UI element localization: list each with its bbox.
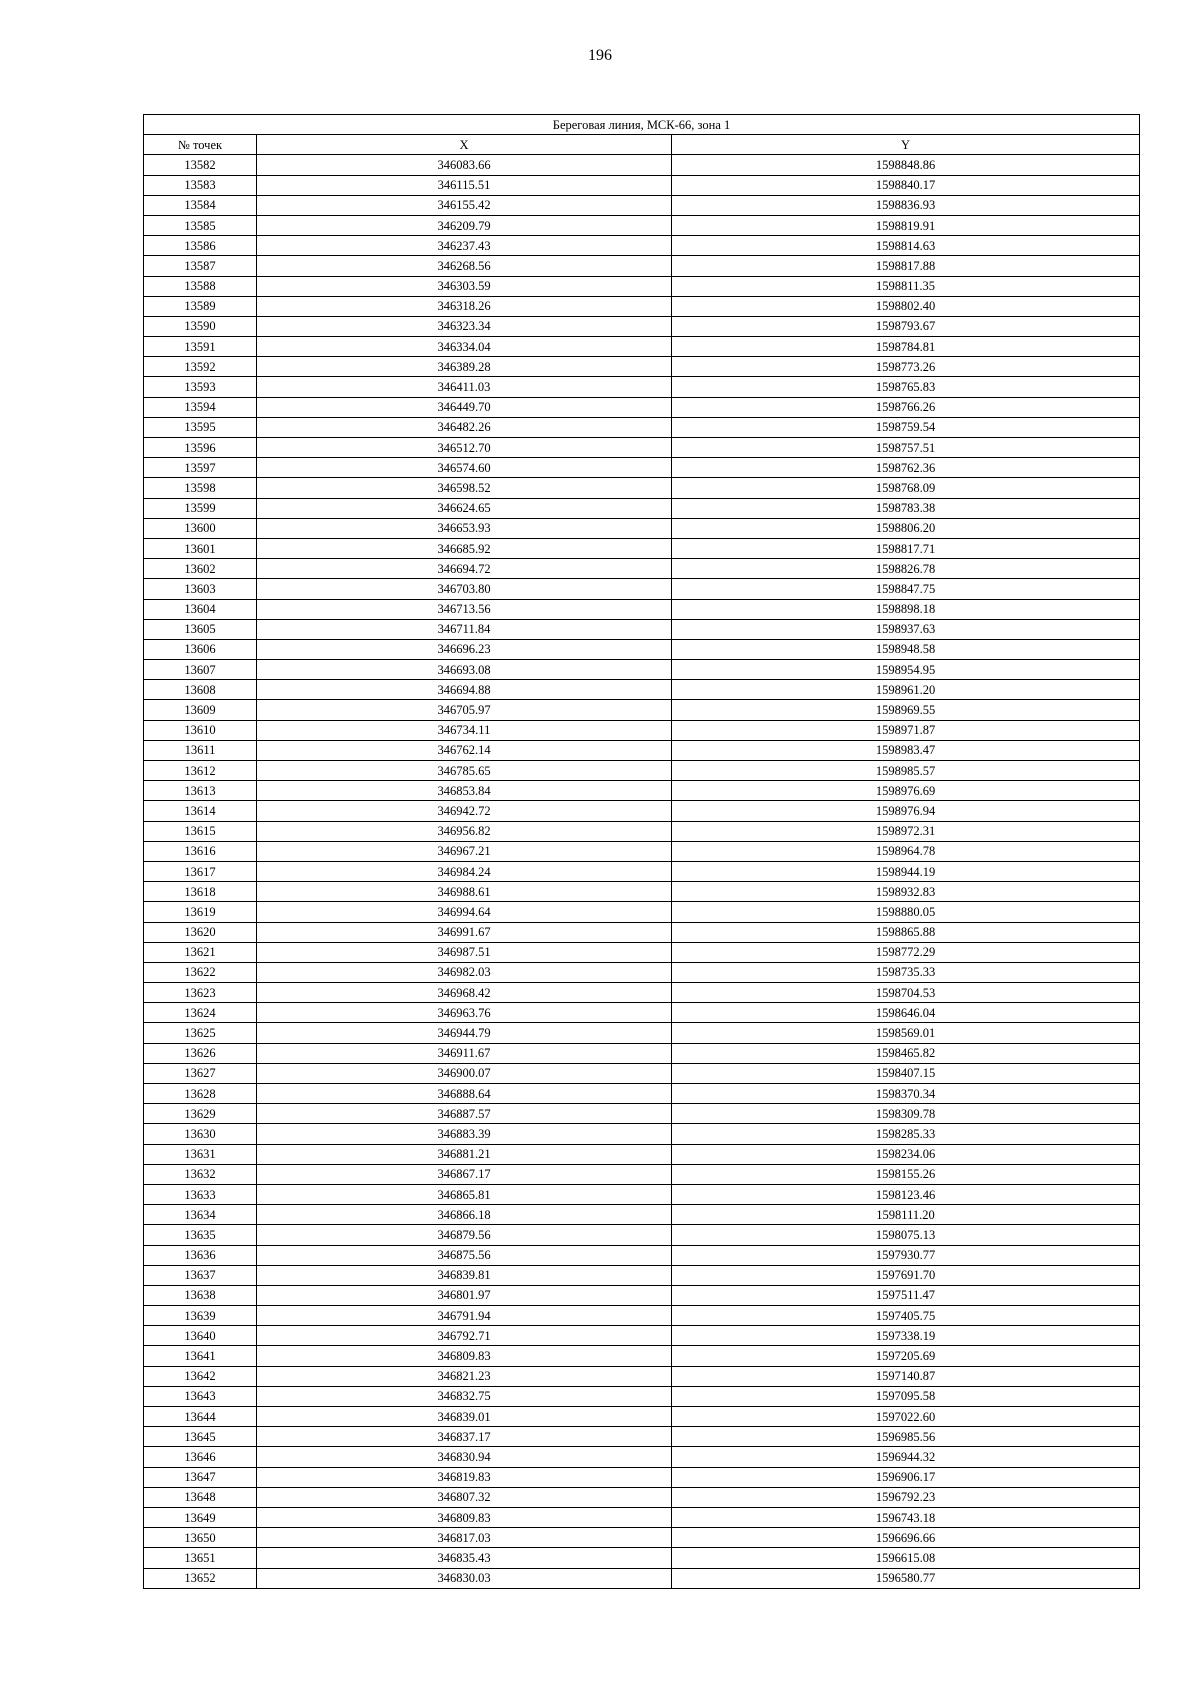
y-coordinate-cell: 1598646.04 bbox=[672, 1003, 1140, 1023]
y-coordinate-cell: 1598898.18 bbox=[672, 599, 1140, 619]
table-row bbox=[144, 841, 1140, 861]
table-row bbox=[144, 720, 1140, 740]
x-coordinate-cell: 346956.82 bbox=[257, 821, 672, 841]
point-number-cell: 13618 bbox=[144, 882, 257, 902]
table-row bbox=[144, 1225, 1140, 1245]
point-number-cell: 13593 bbox=[144, 377, 257, 397]
x-coordinate-cell: 346694.72 bbox=[257, 559, 672, 579]
y-coordinate-cell: 1598848.86 bbox=[672, 155, 1140, 175]
table-row bbox=[144, 236, 1140, 256]
table-row bbox=[144, 1205, 1140, 1225]
y-coordinate-cell: 1598817.71 bbox=[672, 538, 1140, 558]
point-number-cell: 13623 bbox=[144, 983, 257, 1003]
y-coordinate-cell: 1598762.36 bbox=[672, 458, 1140, 478]
table-row bbox=[144, 1467, 1140, 1487]
y-coordinate-cell: 1598840.17 bbox=[672, 175, 1140, 195]
point-number-cell: 13586 bbox=[144, 236, 257, 256]
y-coordinate-cell: 1597095.58 bbox=[672, 1386, 1140, 1406]
y-coordinate-cell: 1598971.87 bbox=[672, 720, 1140, 740]
y-coordinate-cell: 1598880.05 bbox=[672, 902, 1140, 922]
table-row bbox=[144, 942, 1140, 962]
x-coordinate-cell: 346817.03 bbox=[257, 1528, 672, 1548]
x-coordinate-cell: 346835.43 bbox=[257, 1548, 672, 1568]
x-coordinate-cell: 346809.83 bbox=[257, 1507, 672, 1527]
x-coordinate-cell: 346512.70 bbox=[257, 438, 672, 458]
y-coordinate-cell: 1598123.46 bbox=[672, 1184, 1140, 1204]
y-coordinate-cell: 1598836.93 bbox=[672, 195, 1140, 215]
table-row bbox=[144, 1407, 1140, 1427]
table-row bbox=[144, 1427, 1140, 1447]
x-coordinate-cell: 346984.24 bbox=[257, 861, 672, 881]
x-coordinate-cell: 346867.17 bbox=[257, 1164, 672, 1184]
point-number-cell: 13633 bbox=[144, 1184, 257, 1204]
y-coordinate-cell: 1598826.78 bbox=[672, 559, 1140, 579]
table-row bbox=[144, 417, 1140, 437]
y-coordinate-cell: 1596944.32 bbox=[672, 1447, 1140, 1467]
point-number-cell: 13599 bbox=[144, 498, 257, 518]
y-coordinate-cell: 1598704.53 bbox=[672, 983, 1140, 1003]
point-number-cell: 13590 bbox=[144, 316, 257, 336]
table-row bbox=[144, 1144, 1140, 1164]
x-coordinate-cell: 346801.97 bbox=[257, 1285, 672, 1305]
y-coordinate-cell: 1598234.06 bbox=[672, 1144, 1140, 1164]
table-row bbox=[144, 1023, 1140, 1043]
table-row bbox=[144, 1326, 1140, 1346]
y-coordinate-cell: 1598735.33 bbox=[672, 962, 1140, 982]
point-number-cell: 13608 bbox=[144, 680, 257, 700]
y-coordinate-cell: 1598075.13 bbox=[672, 1225, 1140, 1245]
point-number-cell: 13605 bbox=[144, 619, 257, 639]
x-coordinate-cell: 346703.80 bbox=[257, 579, 672, 599]
table-row bbox=[144, 740, 1140, 760]
x-coordinate-cell: 346819.83 bbox=[257, 1467, 672, 1487]
table-row bbox=[144, 599, 1140, 619]
x-coordinate-cell: 346807.32 bbox=[257, 1487, 672, 1507]
x-coordinate-cell: 346968.42 bbox=[257, 983, 672, 1003]
table-row bbox=[144, 498, 1140, 518]
x-coordinate-cell: 346598.52 bbox=[257, 478, 672, 498]
point-number-cell: 13609 bbox=[144, 700, 257, 720]
header-x: X bbox=[257, 135, 672, 155]
x-coordinate-cell: 346982.03 bbox=[257, 962, 672, 982]
table-row bbox=[144, 1447, 1140, 1467]
point-number-cell: 13641 bbox=[144, 1346, 257, 1366]
table-row bbox=[144, 155, 1140, 175]
point-number-cell: 13644 bbox=[144, 1407, 257, 1427]
y-coordinate-cell: 1598802.40 bbox=[672, 296, 1140, 316]
point-number-cell: 13651 bbox=[144, 1548, 257, 1568]
x-coordinate-cell: 346900.07 bbox=[257, 1063, 672, 1083]
x-coordinate-cell: 346705.97 bbox=[257, 700, 672, 720]
point-number-cell: 13648 bbox=[144, 1487, 257, 1507]
y-coordinate-cell: 1597205.69 bbox=[672, 1346, 1140, 1366]
point-number-cell: 13613 bbox=[144, 781, 257, 801]
table-title-row bbox=[144, 115, 1140, 135]
point-number-cell: 13607 bbox=[144, 660, 257, 680]
x-coordinate-cell: 346944.79 bbox=[257, 1023, 672, 1043]
table-row bbox=[144, 1104, 1140, 1124]
point-number-cell: 13598 bbox=[144, 478, 257, 498]
table-body bbox=[144, 155, 1140, 1588]
point-number-cell: 13624 bbox=[144, 1003, 257, 1023]
y-coordinate-cell: 1598772.29 bbox=[672, 942, 1140, 962]
x-coordinate-cell: 346837.17 bbox=[257, 1427, 672, 1447]
x-coordinate-cell: 346411.03 bbox=[257, 377, 672, 397]
x-coordinate-cell: 346303.59 bbox=[257, 276, 672, 296]
point-number-cell: 13628 bbox=[144, 1084, 257, 1104]
table-row bbox=[144, 660, 1140, 680]
table-row bbox=[144, 357, 1140, 377]
x-coordinate-cell: 346268.56 bbox=[257, 256, 672, 276]
point-number-cell: 13597 bbox=[144, 458, 257, 478]
point-number-cell: 13582 bbox=[144, 155, 257, 175]
x-coordinate-cell: 346942.72 bbox=[257, 801, 672, 821]
y-coordinate-cell: 1597691.70 bbox=[672, 1265, 1140, 1285]
table-row bbox=[144, 639, 1140, 659]
x-coordinate-cell: 346693.08 bbox=[257, 660, 672, 680]
point-number-cell: 13595 bbox=[144, 417, 257, 437]
y-coordinate-cell: 1598972.31 bbox=[672, 821, 1140, 841]
table-row bbox=[144, 1003, 1140, 1023]
y-coordinate-cell: 1597930.77 bbox=[672, 1245, 1140, 1265]
x-coordinate-cell: 346888.64 bbox=[257, 1084, 672, 1104]
y-coordinate-cell: 1598932.83 bbox=[672, 882, 1140, 902]
table-row bbox=[144, 1285, 1140, 1305]
x-coordinate-cell: 346821.23 bbox=[257, 1366, 672, 1386]
y-coordinate-cell: 1598819.91 bbox=[672, 215, 1140, 235]
point-number-cell: 13587 bbox=[144, 256, 257, 276]
x-coordinate-cell: 346866.18 bbox=[257, 1205, 672, 1225]
page-number: 196 bbox=[588, 47, 612, 64]
point-number-cell: 13630 bbox=[144, 1124, 257, 1144]
header-point-number: № точек bbox=[144, 135, 257, 155]
y-coordinate-cell: 1598976.69 bbox=[672, 781, 1140, 801]
x-coordinate-cell: 346694.88 bbox=[257, 680, 672, 700]
y-coordinate-cell: 1597511.47 bbox=[672, 1285, 1140, 1305]
table-row bbox=[144, 518, 1140, 538]
y-coordinate-cell: 1598954.95 bbox=[672, 660, 1140, 680]
x-coordinate-cell: 346449.70 bbox=[257, 397, 672, 417]
y-coordinate-cell: 1598766.26 bbox=[672, 397, 1140, 417]
table-row bbox=[144, 619, 1140, 639]
table-row bbox=[144, 538, 1140, 558]
x-coordinate-cell: 346791.94 bbox=[257, 1306, 672, 1326]
table-row bbox=[144, 1265, 1140, 1285]
table-row bbox=[144, 215, 1140, 235]
x-coordinate-cell: 346318.26 bbox=[257, 296, 672, 316]
y-coordinate-cell: 1596615.08 bbox=[672, 1548, 1140, 1568]
point-number-cell: 13589 bbox=[144, 296, 257, 316]
point-number-cell: 13649 bbox=[144, 1507, 257, 1527]
point-number-cell: 13601 bbox=[144, 538, 257, 558]
x-coordinate-cell: 346809.83 bbox=[257, 1346, 672, 1366]
y-coordinate-cell: 1598765.83 bbox=[672, 377, 1140, 397]
point-number-cell: 13627 bbox=[144, 1063, 257, 1083]
y-coordinate-cell: 1598811.35 bbox=[672, 276, 1140, 296]
y-coordinate-cell: 1598784.81 bbox=[672, 337, 1140, 357]
x-coordinate-cell: 346334.04 bbox=[257, 337, 672, 357]
y-coordinate-cell: 1598814.63 bbox=[672, 236, 1140, 256]
y-coordinate-cell: 1598773.26 bbox=[672, 357, 1140, 377]
table-row bbox=[144, 1043, 1140, 1063]
y-coordinate-cell: 1598285.33 bbox=[672, 1124, 1140, 1144]
point-number-cell: 13602 bbox=[144, 559, 257, 579]
y-coordinate-cell: 1597140.87 bbox=[672, 1366, 1140, 1386]
point-number-cell: 13646 bbox=[144, 1447, 257, 1467]
x-coordinate-cell: 346624.65 bbox=[257, 498, 672, 518]
y-coordinate-cell: 1596580.77 bbox=[672, 1568, 1140, 1588]
table-row bbox=[144, 175, 1140, 195]
x-coordinate-cell: 346881.21 bbox=[257, 1144, 672, 1164]
table-header-row bbox=[144, 135, 1140, 155]
y-coordinate-cell: 1598948.58 bbox=[672, 639, 1140, 659]
y-coordinate-cell: 1598817.88 bbox=[672, 256, 1140, 276]
table-row bbox=[144, 1164, 1140, 1184]
point-number-cell: 13634 bbox=[144, 1205, 257, 1225]
point-number-cell: 13617 bbox=[144, 861, 257, 881]
point-number-cell: 13585 bbox=[144, 215, 257, 235]
y-coordinate-cell: 1598783.38 bbox=[672, 498, 1140, 518]
y-coordinate-cell: 1598465.82 bbox=[672, 1043, 1140, 1063]
table-row bbox=[144, 983, 1140, 1003]
point-number-cell: 13629 bbox=[144, 1104, 257, 1124]
y-coordinate-cell: 1596792.23 bbox=[672, 1487, 1140, 1507]
point-number-cell: 13592 bbox=[144, 357, 257, 377]
point-number-cell: 13616 bbox=[144, 841, 257, 861]
table-row bbox=[144, 1084, 1140, 1104]
point-number-cell: 13642 bbox=[144, 1366, 257, 1386]
x-coordinate-cell: 346574.60 bbox=[257, 458, 672, 478]
x-coordinate-cell: 346209.79 bbox=[257, 215, 672, 235]
x-coordinate-cell: 346734.11 bbox=[257, 720, 672, 740]
y-coordinate-cell: 1596696.66 bbox=[672, 1528, 1140, 1548]
point-number-cell: 13583 bbox=[144, 175, 257, 195]
point-number-cell: 13600 bbox=[144, 518, 257, 538]
y-coordinate-cell: 1598759.54 bbox=[672, 417, 1140, 437]
point-number-cell: 13639 bbox=[144, 1306, 257, 1326]
x-coordinate-cell: 346389.28 bbox=[257, 357, 672, 377]
x-coordinate-cell: 346792.71 bbox=[257, 1326, 672, 1346]
x-coordinate-cell: 346653.93 bbox=[257, 518, 672, 538]
coordinates-table bbox=[143, 114, 1140, 1589]
point-number-cell: 13635 bbox=[144, 1225, 257, 1245]
y-coordinate-cell: 1597022.60 bbox=[672, 1407, 1140, 1427]
x-coordinate-cell: 346155.42 bbox=[257, 195, 672, 215]
table-row bbox=[144, 922, 1140, 942]
point-number-cell: 13652 bbox=[144, 1568, 257, 1588]
point-number-cell: 13638 bbox=[144, 1285, 257, 1305]
table-row bbox=[144, 397, 1140, 417]
y-coordinate-cell: 1598937.63 bbox=[672, 619, 1140, 639]
y-coordinate-cell: 1596906.17 bbox=[672, 1467, 1140, 1487]
y-coordinate-cell: 1598370.34 bbox=[672, 1084, 1140, 1104]
y-coordinate-cell: 1598983.47 bbox=[672, 740, 1140, 760]
x-coordinate-cell: 346482.26 bbox=[257, 417, 672, 437]
x-coordinate-cell: 346887.57 bbox=[257, 1104, 672, 1124]
x-coordinate-cell: 346830.94 bbox=[257, 1447, 672, 1467]
table-row bbox=[144, 801, 1140, 821]
x-coordinate-cell: 346685.92 bbox=[257, 538, 672, 558]
point-number-cell: 13611 bbox=[144, 740, 257, 760]
table-row bbox=[144, 761, 1140, 781]
point-number-cell: 13621 bbox=[144, 942, 257, 962]
table-row bbox=[144, 1306, 1140, 1326]
x-coordinate-cell: 346830.03 bbox=[257, 1568, 672, 1588]
table-row bbox=[144, 882, 1140, 902]
y-coordinate-cell: 1598961.20 bbox=[672, 680, 1140, 700]
y-coordinate-cell: 1598865.88 bbox=[672, 922, 1140, 942]
y-coordinate-cell: 1597338.19 bbox=[672, 1326, 1140, 1346]
x-coordinate-cell: 346988.61 bbox=[257, 882, 672, 902]
table-row bbox=[144, 1528, 1140, 1548]
x-coordinate-cell: 346785.65 bbox=[257, 761, 672, 781]
x-coordinate-cell: 346696.23 bbox=[257, 639, 672, 659]
point-number-cell: 13619 bbox=[144, 902, 257, 922]
x-coordinate-cell: 346083.66 bbox=[257, 155, 672, 175]
table-row bbox=[144, 962, 1140, 982]
header-y: Y bbox=[672, 135, 1140, 155]
table-row bbox=[144, 700, 1140, 720]
x-coordinate-cell: 346967.21 bbox=[257, 841, 672, 861]
table-row bbox=[144, 1507, 1140, 1527]
table-row bbox=[144, 256, 1140, 276]
y-coordinate-cell: 1598985.57 bbox=[672, 761, 1140, 781]
x-coordinate-cell: 346853.84 bbox=[257, 781, 672, 801]
table-row bbox=[144, 821, 1140, 841]
point-number-cell: 13614 bbox=[144, 801, 257, 821]
y-coordinate-cell: 1596743.18 bbox=[672, 1507, 1140, 1527]
table-row bbox=[144, 861, 1140, 881]
point-number-cell: 13640 bbox=[144, 1326, 257, 1346]
y-coordinate-cell: 1598569.01 bbox=[672, 1023, 1140, 1043]
point-number-cell: 13622 bbox=[144, 962, 257, 982]
y-coordinate-cell: 1598976.94 bbox=[672, 801, 1140, 821]
table-row bbox=[144, 1568, 1140, 1588]
y-coordinate-cell: 1598847.75 bbox=[672, 579, 1140, 599]
x-coordinate-cell: 346711.84 bbox=[257, 619, 672, 639]
x-coordinate-cell: 346911.67 bbox=[257, 1043, 672, 1063]
x-coordinate-cell: 346323.34 bbox=[257, 316, 672, 336]
table-title: Береговая линия, МСК-66, зона 1 bbox=[144, 115, 1140, 135]
table-row bbox=[144, 1184, 1140, 1204]
table-row bbox=[144, 377, 1140, 397]
y-coordinate-cell: 1598407.15 bbox=[672, 1063, 1140, 1083]
y-coordinate-cell: 1598806.20 bbox=[672, 518, 1140, 538]
table-row bbox=[144, 902, 1140, 922]
point-number-cell: 13650 bbox=[144, 1528, 257, 1548]
point-number-cell: 13606 bbox=[144, 639, 257, 659]
table-row bbox=[144, 438, 1140, 458]
table-row bbox=[144, 579, 1140, 599]
x-coordinate-cell: 346875.56 bbox=[257, 1245, 672, 1265]
point-number-cell: 13584 bbox=[144, 195, 257, 215]
table-row bbox=[144, 1386, 1140, 1406]
x-coordinate-cell: 346762.14 bbox=[257, 740, 672, 760]
x-coordinate-cell: 346883.39 bbox=[257, 1124, 672, 1144]
y-coordinate-cell: 1598155.26 bbox=[672, 1164, 1140, 1184]
y-coordinate-cell: 1598757.51 bbox=[672, 438, 1140, 458]
table-row bbox=[144, 680, 1140, 700]
x-coordinate-cell: 346963.76 bbox=[257, 1003, 672, 1023]
table-row bbox=[144, 1124, 1140, 1144]
point-number-cell: 13615 bbox=[144, 821, 257, 841]
point-number-cell: 13596 bbox=[144, 438, 257, 458]
point-number-cell: 13591 bbox=[144, 337, 257, 357]
point-number-cell: 13631 bbox=[144, 1144, 257, 1164]
table-row bbox=[144, 337, 1140, 357]
table-row bbox=[144, 781, 1140, 801]
table-row bbox=[144, 195, 1140, 215]
point-number-cell: 13604 bbox=[144, 599, 257, 619]
x-coordinate-cell: 346237.43 bbox=[257, 236, 672, 256]
table-row bbox=[144, 1548, 1140, 1568]
table-row bbox=[144, 296, 1140, 316]
y-coordinate-cell: 1598768.09 bbox=[672, 478, 1140, 498]
x-coordinate-cell: 346865.81 bbox=[257, 1184, 672, 1204]
y-coordinate-cell: 1598793.67 bbox=[672, 316, 1140, 336]
x-coordinate-cell: 346987.51 bbox=[257, 942, 672, 962]
point-number-cell: 13645 bbox=[144, 1427, 257, 1447]
point-number-cell: 13643 bbox=[144, 1386, 257, 1406]
table-row bbox=[144, 458, 1140, 478]
y-coordinate-cell: 1598309.78 bbox=[672, 1104, 1140, 1124]
y-coordinate-cell: 1598111.20 bbox=[672, 1205, 1140, 1225]
x-coordinate-cell: 346839.01 bbox=[257, 1407, 672, 1427]
table-row bbox=[144, 316, 1140, 336]
point-number-cell: 13647 bbox=[144, 1467, 257, 1487]
table-row bbox=[144, 1487, 1140, 1507]
point-number-cell: 13612 bbox=[144, 761, 257, 781]
x-coordinate-cell: 346879.56 bbox=[257, 1225, 672, 1245]
y-coordinate-cell: 1598944.19 bbox=[672, 861, 1140, 881]
point-number-cell: 13626 bbox=[144, 1043, 257, 1063]
x-coordinate-cell: 346713.56 bbox=[257, 599, 672, 619]
point-number-cell: 13636 bbox=[144, 1245, 257, 1265]
point-number-cell: 13594 bbox=[144, 397, 257, 417]
point-number-cell: 13588 bbox=[144, 276, 257, 296]
table-row bbox=[144, 478, 1140, 498]
point-number-cell: 13637 bbox=[144, 1265, 257, 1285]
table-row bbox=[144, 1245, 1140, 1265]
x-coordinate-cell: 346991.67 bbox=[257, 922, 672, 942]
table-row bbox=[144, 1366, 1140, 1386]
point-number-cell: 13632 bbox=[144, 1164, 257, 1184]
point-number-cell: 13620 bbox=[144, 922, 257, 942]
x-coordinate-cell: 346832.75 bbox=[257, 1386, 672, 1406]
y-coordinate-cell: 1597405.75 bbox=[672, 1306, 1140, 1326]
y-coordinate-cell: 1598964.78 bbox=[672, 841, 1140, 861]
table-row bbox=[144, 1346, 1140, 1366]
x-coordinate-cell: 346115.51 bbox=[257, 175, 672, 195]
y-coordinate-cell: 1598969.55 bbox=[672, 700, 1140, 720]
point-number-cell: 13603 bbox=[144, 579, 257, 599]
point-number-cell: 13625 bbox=[144, 1023, 257, 1043]
table-row bbox=[144, 559, 1140, 579]
x-coordinate-cell: 346839.81 bbox=[257, 1265, 672, 1285]
y-coordinate-cell: 1596985.56 bbox=[672, 1427, 1140, 1447]
table-row bbox=[144, 1063, 1140, 1083]
table-row bbox=[144, 276, 1140, 296]
x-coordinate-cell: 346994.64 bbox=[257, 902, 672, 922]
point-number-cell: 13610 bbox=[144, 720, 257, 740]
